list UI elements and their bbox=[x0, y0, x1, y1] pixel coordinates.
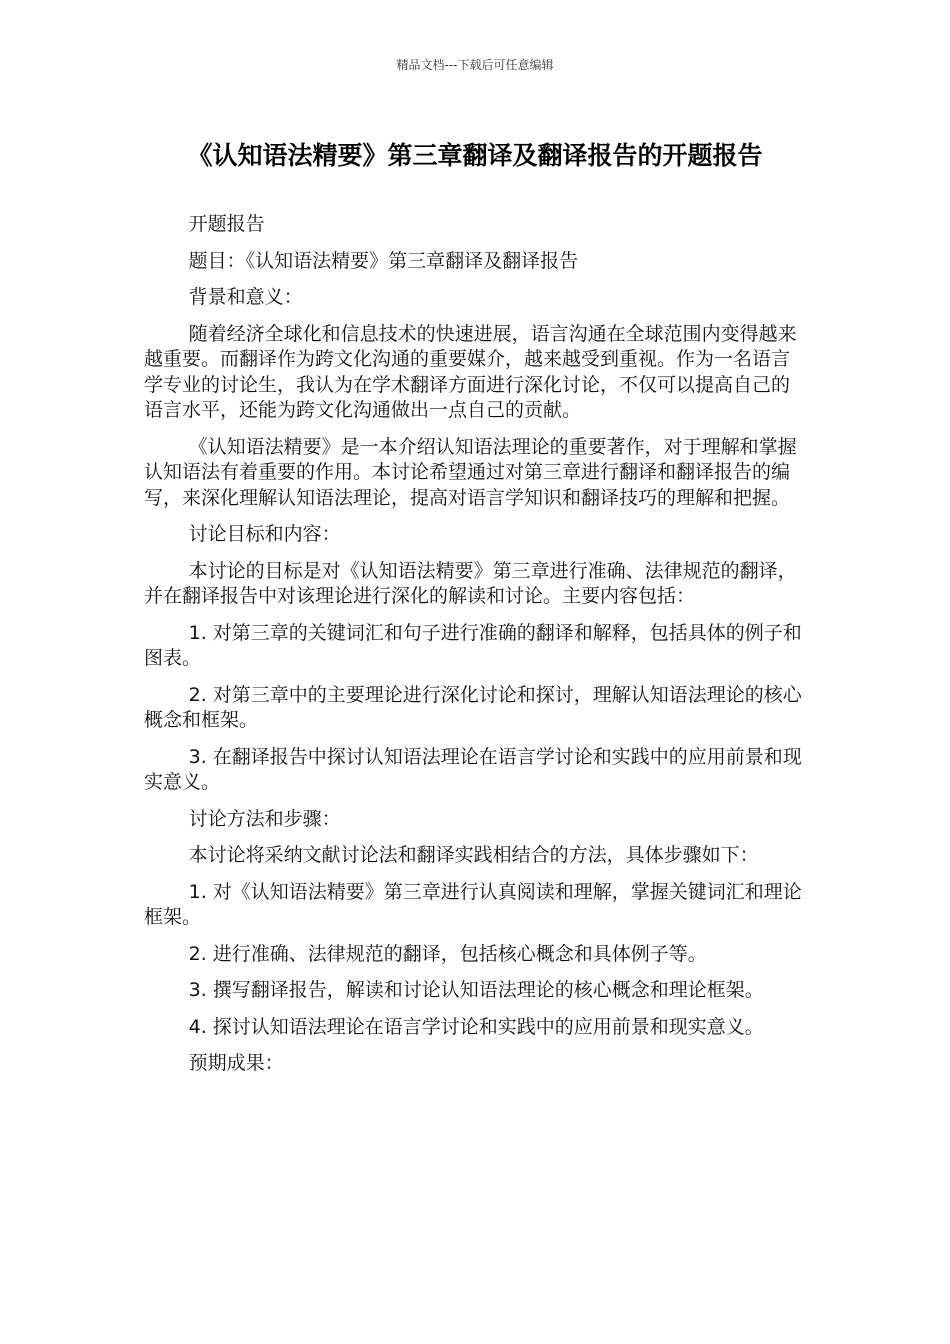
paragraph-background-2: 《认知语法精要》是一本介绍认知语法理论的重要著作，对于理解和掌握认知语法有着重要的作用。本讨论希望通过对第三章进行翻译和翻译报告的编写，来深化理解认知语法理论，提高对语言学知识和翻译技巧的理解和把握。 bbox=[144, 435, 797, 509]
heading-goals: 讨论目标和内容： bbox=[188, 523, 341, 545]
paragraph-goals: 本讨论的目标是对《认知语法精要》第三章进行准确、法律规范的翻译，并在翻译报告中对该理论进行深化的解读和讨论。主要内容包括： bbox=[144, 559, 797, 607]
document-title: 《认知语法精要》第三章翻译及翻译报告的开题报告 bbox=[187, 141, 763, 170]
heading-background: 背景和意义： bbox=[188, 286, 303, 308]
list-item-step-4: 4. 探讨认知语法理论在语言学讨论和实践中的应用前景和现实意义。 bbox=[188, 1015, 764, 1038]
list-item-goal-1: 1. 对第三章的关键词汇和句子进行准确的翻译和解释，包括具体的例子和图表。 bbox=[144, 621, 802, 669]
heading-methods: 讨论方法和步骤： bbox=[188, 807, 341, 830]
paragraph-methods: 本讨论将采纳文献讨论法和翻译实践相结合的方法，具体步骤如下： bbox=[188, 844, 759, 866]
page-header: 精品文档---下载后可任意编辑 bbox=[396, 58, 554, 72]
list-item-step-3: 3. 撰写翻译报告，解读和讨论认知语法理论的核心概念和理论框架。 bbox=[188, 979, 764, 1001]
list-item-goal-3: 3. 在翻译报告中探讨认知语法理论在语言学讨论和实践中的应用前景和现实意义。 bbox=[144, 745, 802, 793]
document-body bbox=[144, 212, 808, 1088]
paragraph-background-1: 随着经济全球化和信息技术的快速进展，语言沟通在全球范围内变得越来越重要。而翻译作为跨文化沟通的重要媒介，越来越受到重视。作为一名语言学专业的讨论生，我认为在学术翻译方面进行深化讨论，不仅可以提高自己的语言水平，还能为跨文化沟通做出一点自己的贡献。 bbox=[144, 322, 797, 421]
list-item-step-1: 1. 对《认知语法精要》第三章进行认真阅读和理解，掌握关键词汇和理论框架。 bbox=[144, 880, 802, 928]
list-item-goal-2: 2. 对第三章中的主要理论进行深化讨论和探讨，理解认知语法理论的核心概念和框架。 bbox=[144, 683, 802, 731]
heading-expected-results: 预期成果： bbox=[188, 1052, 284, 1074]
paragraph-topic: 题目：《认知语法精要》第三章翻译及翻译报告 bbox=[188, 249, 579, 272]
paragraph-report-label: 开题报告 bbox=[188, 213, 265, 235]
list-item-step-2: 2. 进行准确、法律规范的翻译，包括核心概念和具体例子等。 bbox=[188, 942, 707, 965]
